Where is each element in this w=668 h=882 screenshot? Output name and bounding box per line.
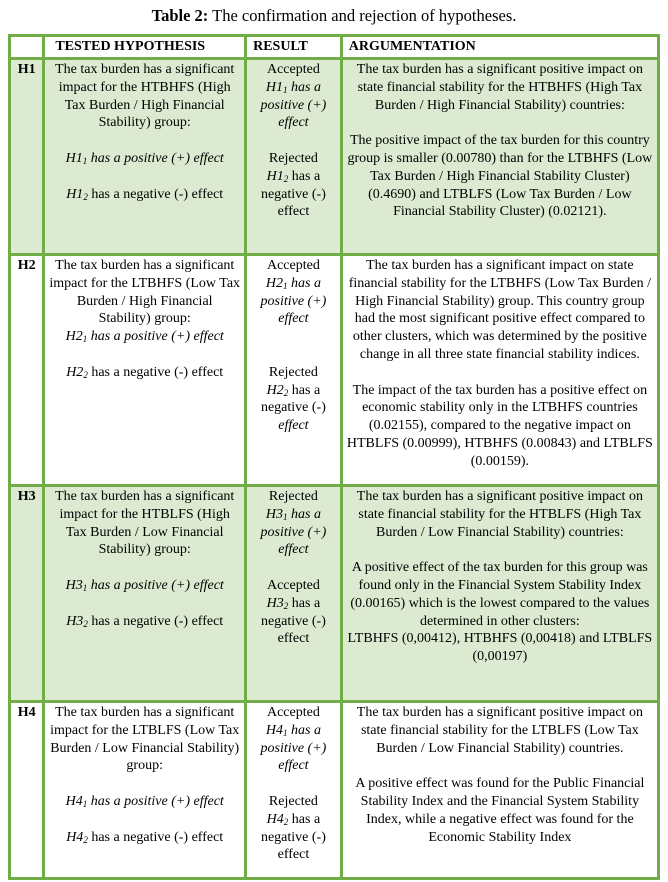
argumentation-paragraph: LTBHFS (0,00412), HTBHFS (0,00418) and LTBLFS (0,00197) [347, 631, 653, 665]
table-caption-label: Table 2: [151, 6, 209, 25]
result-detail-first: $H3_1$ has a positive (+) effect [260, 506, 327, 558]
table-row [10, 702, 659, 879]
tested-hypothesis-cell [44, 255, 246, 486]
result-cell [246, 255, 342, 486]
result-cell [246, 59, 342, 255]
table-row [10, 59, 659, 255]
hypothesis-id: H4 [10, 702, 44, 879]
argumentation-paragraph: A positive effect was found for the Public Financial Stability Index and the Financial System Stability Index, while a negative effect was found for the Economic Stability Index [355, 776, 645, 845]
hypothesis-positive: $H2_1$ has a positive (+) effect [65, 329, 224, 345]
result-detail-second: $H1_2$ has a negative (-) effect [260, 168, 326, 220]
result-status-first: Accepted [266, 258, 320, 273]
hypotheses-table [8, 34, 660, 880]
result-detail-first: $H2_1$ has a positive (+) effect [260, 275, 327, 327]
argumentation-paragraph: The tax burden has a significant positive impact on state financial stability for the LTBLFS (Low Tax Burden / Low Financial Stability) countries. [356, 705, 643, 756]
table-caption [0, 6, 668, 26]
hypothesis-negative: $H4_2$ has a negative (-) effect [66, 829, 224, 845]
hypothesis-id: H3 [10, 486, 44, 702]
result-detail-second: $H4_2$ has a negative (-) effect [260, 811, 326, 863]
hypothesis-intro: The tax burden has a significant impact for the LTBLFS (Low Tax Burden / Low Financial Stability) group: [50, 705, 240, 774]
result-detail-first: $H4_1$ has a positive (+) effect [260, 722, 327, 774]
result-status-second: Accepted [266, 577, 320, 593]
hypothesis-negative: $H1_2$ has a negative (-) effect [66, 186, 224, 202]
result-status-first: Accepted [266, 62, 320, 77]
argumentation-paragraph: The impact of the tax burden has a positive effect on economic stability only in the LTBHFS countries (0.02155), compared to the negative impact on HTBLFS (0.00999), HTBHFS (0.00843) and LTBLFS (0.00159). [346, 382, 653, 469]
argumentation-paragraph: The tax burden has a significant positive impact on state financial stability for the HTBHFS (High Tax Burden / High Financial Stability) countries: [356, 62, 643, 113]
argumentation-paragraph: The tax burden has a significant positive impact on state financial stability for the HTBLFS (High Tax Burden / Low Financial Stability) countries: [356, 489, 643, 540]
argumentation-cell [341, 702, 658, 879]
hypothesis-positive: $H1_1$ has a positive (+) effect [65, 150, 224, 166]
hypothesis-negative: $H2_2$ has a negative (-) effect [66, 364, 224, 380]
header-argumentation: ARGUMENTATION [341, 36, 658, 59]
table-caption-text: The confirmation and rejection of hypotheses. [208, 6, 517, 25]
result-cell [246, 486, 342, 702]
argumentation-cell [341, 486, 658, 702]
tested-hypothesis-cell [44, 59, 246, 255]
result-cell [246, 702, 342, 879]
result-detail-second: $H3_2$ has a negative (-) effect [260, 595, 326, 647]
argumentation-paragraph: The tax burden has a significant impact on state financial stability for the LTBHFS (Low Tax Burden / High Financial Stability) group. This country group had the most significant positive effect compared to other clusters, which was determined by the positive change in all three state financial stability indices. [348, 258, 652, 362]
argumentation-cell [341, 255, 658, 486]
hypothesis-id: H1 [10, 59, 44, 255]
argumentation-paragraph: The positive impact of the tax burden for this country group is smaller (0.00780) than for the LTBHFS (Low Tax Burden / High Financial Stability Cluster) (0.4690) and LTBLFS (Low Tax Burden / Low Financial Stability Cluster) (0.02121). [347, 133, 653, 220]
hypothesis-intro: The tax burden has a significant impact for the LTBHFS (Low Tax Burden / High Financial Stability) group: [49, 258, 241, 327]
hypothesis-positive: $H4_1$ has a positive (+) effect [65, 793, 224, 809]
tested-hypothesis-cell [44, 702, 246, 879]
result-status-first: Accepted [266, 705, 320, 720]
result-detail-second: $H2_2$ has a negative (-) effect [260, 382, 326, 434]
tested-hypothesis-cell [44, 486, 246, 702]
hypothesis-id: H2 [10, 255, 44, 486]
table-row [10, 486, 659, 702]
argumentation-cell [341, 59, 658, 255]
result-status-second: Rejected [268, 793, 318, 809]
argumentation-paragraph: A positive effect of the tax burden for this group was found only in the Financial System Stability Index (0.00165) which is the lowest compared to the values determined in other clusters: [350, 560, 650, 629]
result-status-second: Rejected [268, 150, 318, 166]
hypothesis-intro: The tax burden has a significant impact for the HTBHFS (High Tax Burden / High Financial Stability) group: [55, 62, 235, 131]
result-status-second: Rejected [268, 364, 318, 380]
hypothesis-negative: $H3_2$ has a negative (-) effect [66, 613, 224, 629]
table-header-row [10, 36, 659, 59]
result-detail-first: $H1_1$ has a positive (+) effect [260, 79, 327, 131]
header-tested-hypothesis: TESTED HYPOTHESIS [44, 36, 246, 59]
table-row [10, 255, 659, 486]
hypothesis-positive: $H3_1$ has a positive (+) effect [65, 577, 224, 593]
hypothesis-intro: The tax burden has a significant impact for the HTBLFS (High Tax Burden / Low Financial Stability) group: [55, 489, 235, 558]
header-id [10, 36, 44, 59]
header-result: RESULT [246, 36, 342, 59]
result-status-first: Rejected [268, 489, 318, 504]
